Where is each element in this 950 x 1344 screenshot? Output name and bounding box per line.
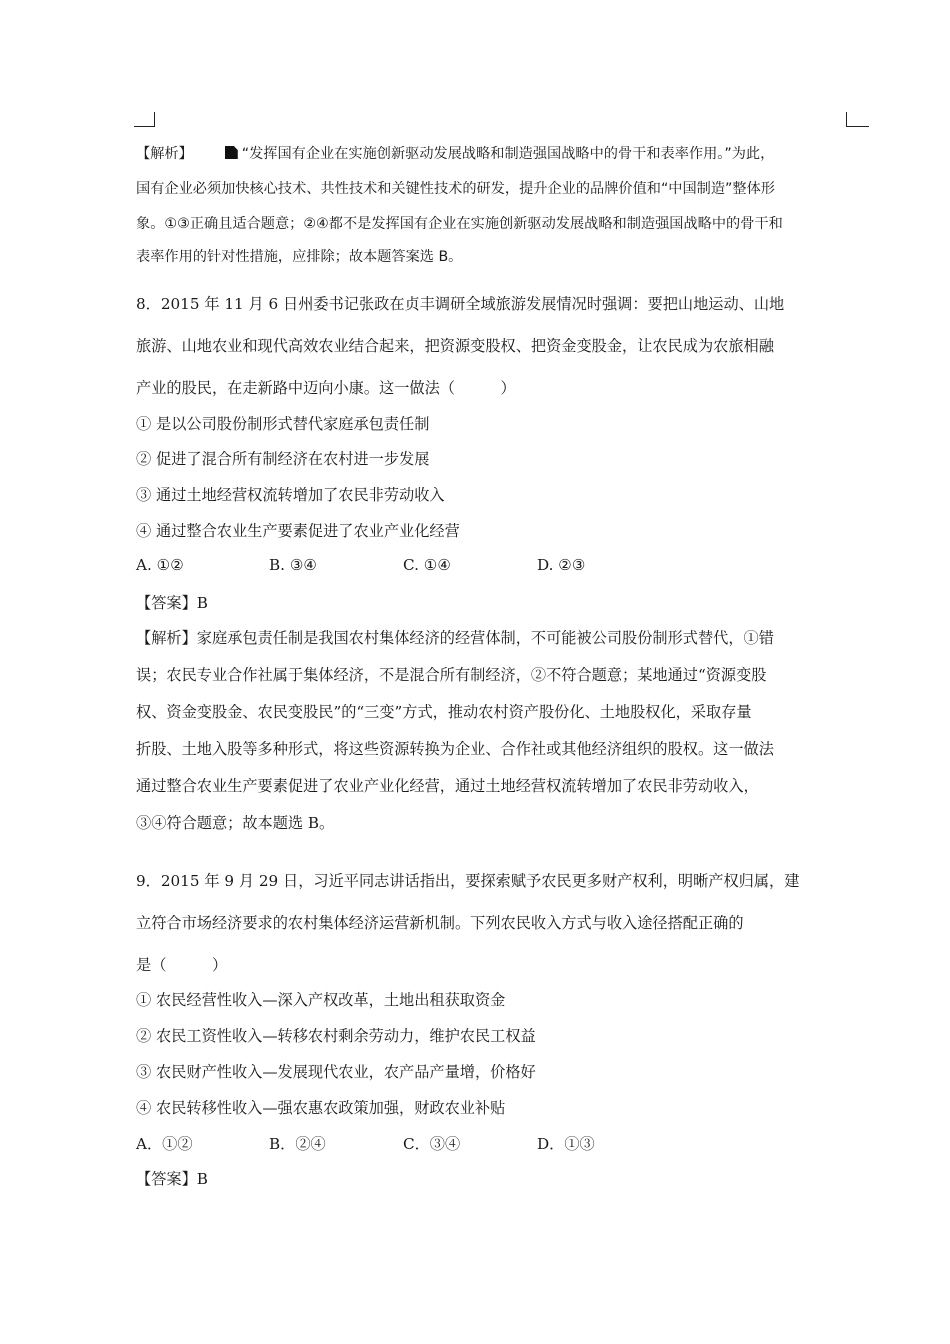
option-b: B. ③④ — [269, 556, 318, 574]
choice-item: ① 是以公司股份制形式替代家庭承包责任制 — [136, 415, 430, 433]
question-stem: 是（ ） — [136, 956, 228, 974]
choice-item: ④ 通过整合农业生产要素促进了农业产业化经营 — [136, 522, 460, 540]
answer-line: 【答案】B — [136, 1170, 208, 1188]
analysis-line: 【解析】家庭承包责任制是我国农村集体经济的经营体制，不可能被公司股份制形式替代，①错 — [136, 629, 774, 647]
answer-line: 【答案】B — [136, 594, 208, 612]
question-stem: 旅游、山地农业和现代高效农业结合起来，把资源变股权、把资金变股金，让农民成为农旅相融 — [136, 337, 774, 355]
option-c: C．③④ — [403, 1135, 461, 1153]
crop-mark-right — [846, 112, 869, 127]
option-d: D. ②③ — [537, 556, 586, 574]
analysis-line: 象。①③正确且适合题意；②④都不是发挥国有企业在实施创新驱动发展战略和制造强国战略中的骨干和 — [136, 216, 783, 232]
option-c: C. ①④ — [403, 556, 451, 574]
analysis-line: 权、资金变股金、农民变股民”的“三变”方式，推动农村资产股份化、土地股权化，采取存量 — [136, 703, 752, 721]
choice-item: ④ 农民转移性收入—强农惠农政策加强，财政农业补贴 — [136, 1099, 506, 1117]
analysis-line: 国有企业必须加快核心技术、共性技术和关键性技术的研发，提升企业的品牌价值和“中国制造”整体形 — [136, 181, 775, 197]
question-stem: 8．2015 年 11 月 6 日州委书记张政在贞丰调研全域旅游发展情况时强调：要把山地运动、山地 — [136, 295, 785, 313]
analysis-line: 表率作用的针对性措施，应排除；故本题答案选 B。 — [136, 249, 463, 265]
question-stem: 9．2015 年 9 月 29 日，习近平同志讲话指出，要探索赋予农民更多财产权利，明晰产权归属，建 — [136, 872, 800, 890]
option-d: D．①③ — [537, 1135, 595, 1153]
analysis-line: “发挥国有企业在实施创新驱动发展战略和制造强国战略中的骨干和表率作用。”为此， — [241, 146, 775, 162]
option-b: B．②④ — [269, 1135, 326, 1153]
choice-item: ② 促进了混合所有制经济在农村进一步发展 — [136, 450, 430, 468]
choice-item: ③ 通过土地经营权流转增加了农民非劳动收入 — [136, 486, 445, 504]
crop-mark-left — [134, 112, 155, 127]
choice-item: ② 农民工资性收入—转移农村剩余劳动力，维护农民工权益 — [136, 1027, 536, 1045]
question-stem: 产业的股民，在走新路中迈向小康。这一做法（ ） — [136, 379, 516, 397]
choice-item: ① 农民经营性收入—深入产权改革，土地出租获取资金 — [136, 991, 506, 1009]
option-a: A．①② — [136, 1135, 193, 1153]
document-icon — [225, 146, 238, 159]
analysis-line: 折股、土地入股等多种形式，将这些资源转换为企业、合作社或其他经济组织的股权。这一做法 — [136, 740, 774, 758]
analysis-line: 误；农民专业合作社属于集体经济，不是混合所有制经济，②不符合题意；某地通过“资源变股 — [136, 666, 767, 684]
analysis-line: 通过整合农业生产要素促进了农业产业化经营，通过土地经营权流转增加了农民非劳动收入， — [136, 777, 759, 795]
option-a: A. ①② — [136, 556, 184, 574]
choice-item: ③ 农民财产性收入—发展现代农业，农产品产量增，价格好 — [136, 1063, 536, 1081]
question-stem: 立符合市场经济要求的农村集体经济运营新机制。下列农民收入方式与收入途径搭配正确的 — [136, 914, 744, 932]
analysis-label: 【解析】 — [136, 146, 193, 162]
analysis-line: ③④符合题意；故本题选 B。 — [136, 814, 335, 832]
